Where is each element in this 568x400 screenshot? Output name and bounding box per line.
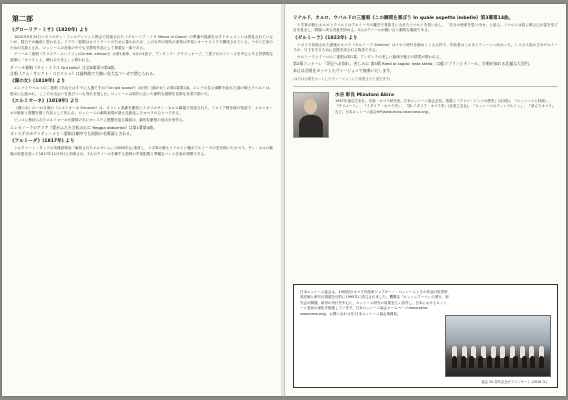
entry-paragraph: ピッロに裏切られたエルミオーネが激情の末にオレステに復讐を迫る場面は、劇的な緊張の頂点を形作る。: [14, 117, 186, 122]
author-profile: [293, 92, 558, 138]
entry-ermione: [10, 99, 273, 137]
entry-armida-trio: [293, 16, 558, 34]
society-info-box: [293, 284, 558, 388]
concert-photo: [445, 315, 551, 377]
entry-paragraph: ゼルミーラとイーロの二重唱は第1幕、アンダンテの美しい旋律で親子の情愛が歌われる。: [297, 54, 443, 59]
profile-name: 水谷 彰良 Mizutani Akira: [335, 93, 394, 98]
entry-heading: 《湖の女》(1819年) より: [10, 79, 66, 85]
left-page: [2, 4, 281, 396]
entry-gloria: [10, 28, 273, 77]
entry-heading: 《アルミーダ》(1817年) より: [10, 139, 75, 145]
entry-lake: [10, 79, 273, 97]
entry-paragraph: エレナとウベルトの二重唱《あなたはすでに人選ですか? Sei già sposa?》は旧作《湖の女》の第1幕第2曲。エレナの住む湖畔を訪れた謎の騎士ウベルトは、彼女に心惹かれ、ここでの出会いを喜びつつも別れを惜しむ。ロッシーニは原作に沿った劇的な展開を見事な音楽で描いた。: [10, 86, 273, 96]
entry-subitem: オレステのカヴァティーナと二重唱は劇中でも屈指の名場面とされる。: [10, 131, 134, 137]
entry-subitem: 本日は合唱をカットしたヴァージョンで演奏いたします。: [293, 68, 394, 74]
entry-paragraph: 1820年9月24日ナポリのサン・フェルディナンド教会で初演された《グローリア・ミサ Messa di Gloria》の準備や経緯を示すドキュメントは発見されていないが、数日での編成と思われる。ソプラノ独唱はカストラートのために書かれたが、この女声の現代の演奏は声楽とオーケストラで構成されている。ナポリ王家のための式典とされ、ロッシーニの音楽の中でも宗教的作品として貴重な一曲である。: [10, 34, 273, 50]
entry-subitem: 合唱《クム・サンクト・スピリトゥ》は最終曲で力強い長大なフーガで閉じられる。: [10, 71, 158, 77]
entry-heading: 《ゼルミーラ》(1822年) より: [293, 35, 358, 41]
entry-armida: [10, 139, 273, 157]
section-divider: [293, 86, 558, 87]
entry-paragraph: 《湖の女》の一か月後の《エルミオーネ Ermione》は、ギリシャ悲劇を題材にナポリのサン・カルロ劇場で初演された。トロイア戦争後の物語で、エルミオーネの嫉妬と復讐を描く作品として知られ、ロッシーニの劇的表現が最も先鋭化したオペラのひとつである。: [10, 105, 273, 116]
entry-paragraph: トルクァート・タッソの英雄叙事詩『解放されたエルサレム』(1580年)に取材し、十字軍の騎士リナルドと魔女アルミーダの恋を描いたオペラ。サン・カルロ劇場の再建を祝って1817年11月9日に初演され、3人のテノールを擁する独特の声楽配置と華麗なバレエ音楽が特徴である。: [10, 146, 273, 156]
entry-subitem: 第2幕フィナーレ「災厄へお別れ、苦しみに 第5場 Riedi al soglio: irata stella」は総ソプラノとテノール、合唱が加わる壮麗な大団円。: [293, 61, 533, 67]
entry-heading: 《エルミオーネ》(1819年) より: [10, 99, 79, 105]
profile-bio: 1957年東京生まれ。音楽・オペラ研究家。日本ロッシーニ協会会長。著書に『プリマ・ドンナの歴史』(全3巻)、『ロッシーニと料理』、『サリエーリ』、『イタリア・オペラ史』、『新 イタリア・オペラ史』(音楽之友社)、『ロッシーニのウィンブルドン』、『消えたオペラ』など。日本ロッシーニ協会HP(www.akira-rossiniana.org)。: [335, 99, 556, 114]
part-heading: 第二部: [12, 15, 33, 23]
left-page-body: [10, 14, 273, 388]
photo-performers-front: [452, 356, 544, 368]
author-portrait: [293, 92, 329, 138]
entry-paragraph: 十字軍の騎士カルロとウバルドはアルミーダの魔法で骨抜きにされたリナルドを救い出し、「自分の使命を思い出せ」と迫る。リナルドは盾に映る己の姿を見て目を覚まし、戦場へ戻る決意を固める。3人のテノールが競い合う劇的な場面である。: [293, 22, 558, 33]
entry-paragraph: ナポリで初演された最後のオペラ《ゼルミーラ Zelmira》はナポリ時代を締めくくる大作で、作曲者はこのあとウィーンへ向かった。レスボス島の王女ゼルミーラが、父王を守るために貞節を試される物語である。: [293, 42, 558, 53]
photo-caption: 協会 20 周年記念ガラコンサート (2016 年): [481, 380, 547, 384]
performance-note: (本日は合唱をカットしたヴァージョンにて演奏させて頂きます): [293, 77, 391, 81]
entry-heading: リナルド、カルロ、ウバルドの三重唱《この瞬間を喜ぼう In quale aspetto imbelle》第3幕第14曲。: [293, 16, 514, 21]
entry-zelmira: [293, 36, 558, 74]
profile-text-block: [335, 92, 558, 115]
entry-paragraph: テノール二重唱《クリステ・エレイソン(Christe, eleison)》は第1楽章、4分の3拍子、アンダンテ・グラツィオーゾ。三度下行のフレーズを中心とする抒情的な旋律に「キリストよ、憐れみたまえ」と歌われる。: [10, 52, 273, 62]
right-page: [285, 4, 566, 396]
entry-subitem: エレオノーラのアリア《愛がふたたび私の心に Reggia abborrita》は第1幕第4曲。: [10, 124, 158, 130]
entry-subitem: テノール独唱《タイ・トラス Qui tollis》は全8楽章の第4曲。: [10, 64, 119, 70]
society-description: 日本ロッシーニ協会は、19世紀のオペラ作曲家ジョアキーノ・ロッシーニとその作品の世界的再評価と研究の発展を目的に1995年に設立されました。機関誌『ロッシニアーナ』の発行、研究会の開催、新刊の刊行を中心に、ロッシーニ研究の成果を広く紹介し、日本におけるロッシーニ受容の深化を推進しています。日本ロッシーニ協会ホームページ:www.akira-rossiniana.org/。お問い合わせ先:日本ロッシーニ協会事務局。: [300, 290, 449, 316]
entry-heading: 《グローリア・ミサ》(1820年) より: [10, 28, 89, 33]
